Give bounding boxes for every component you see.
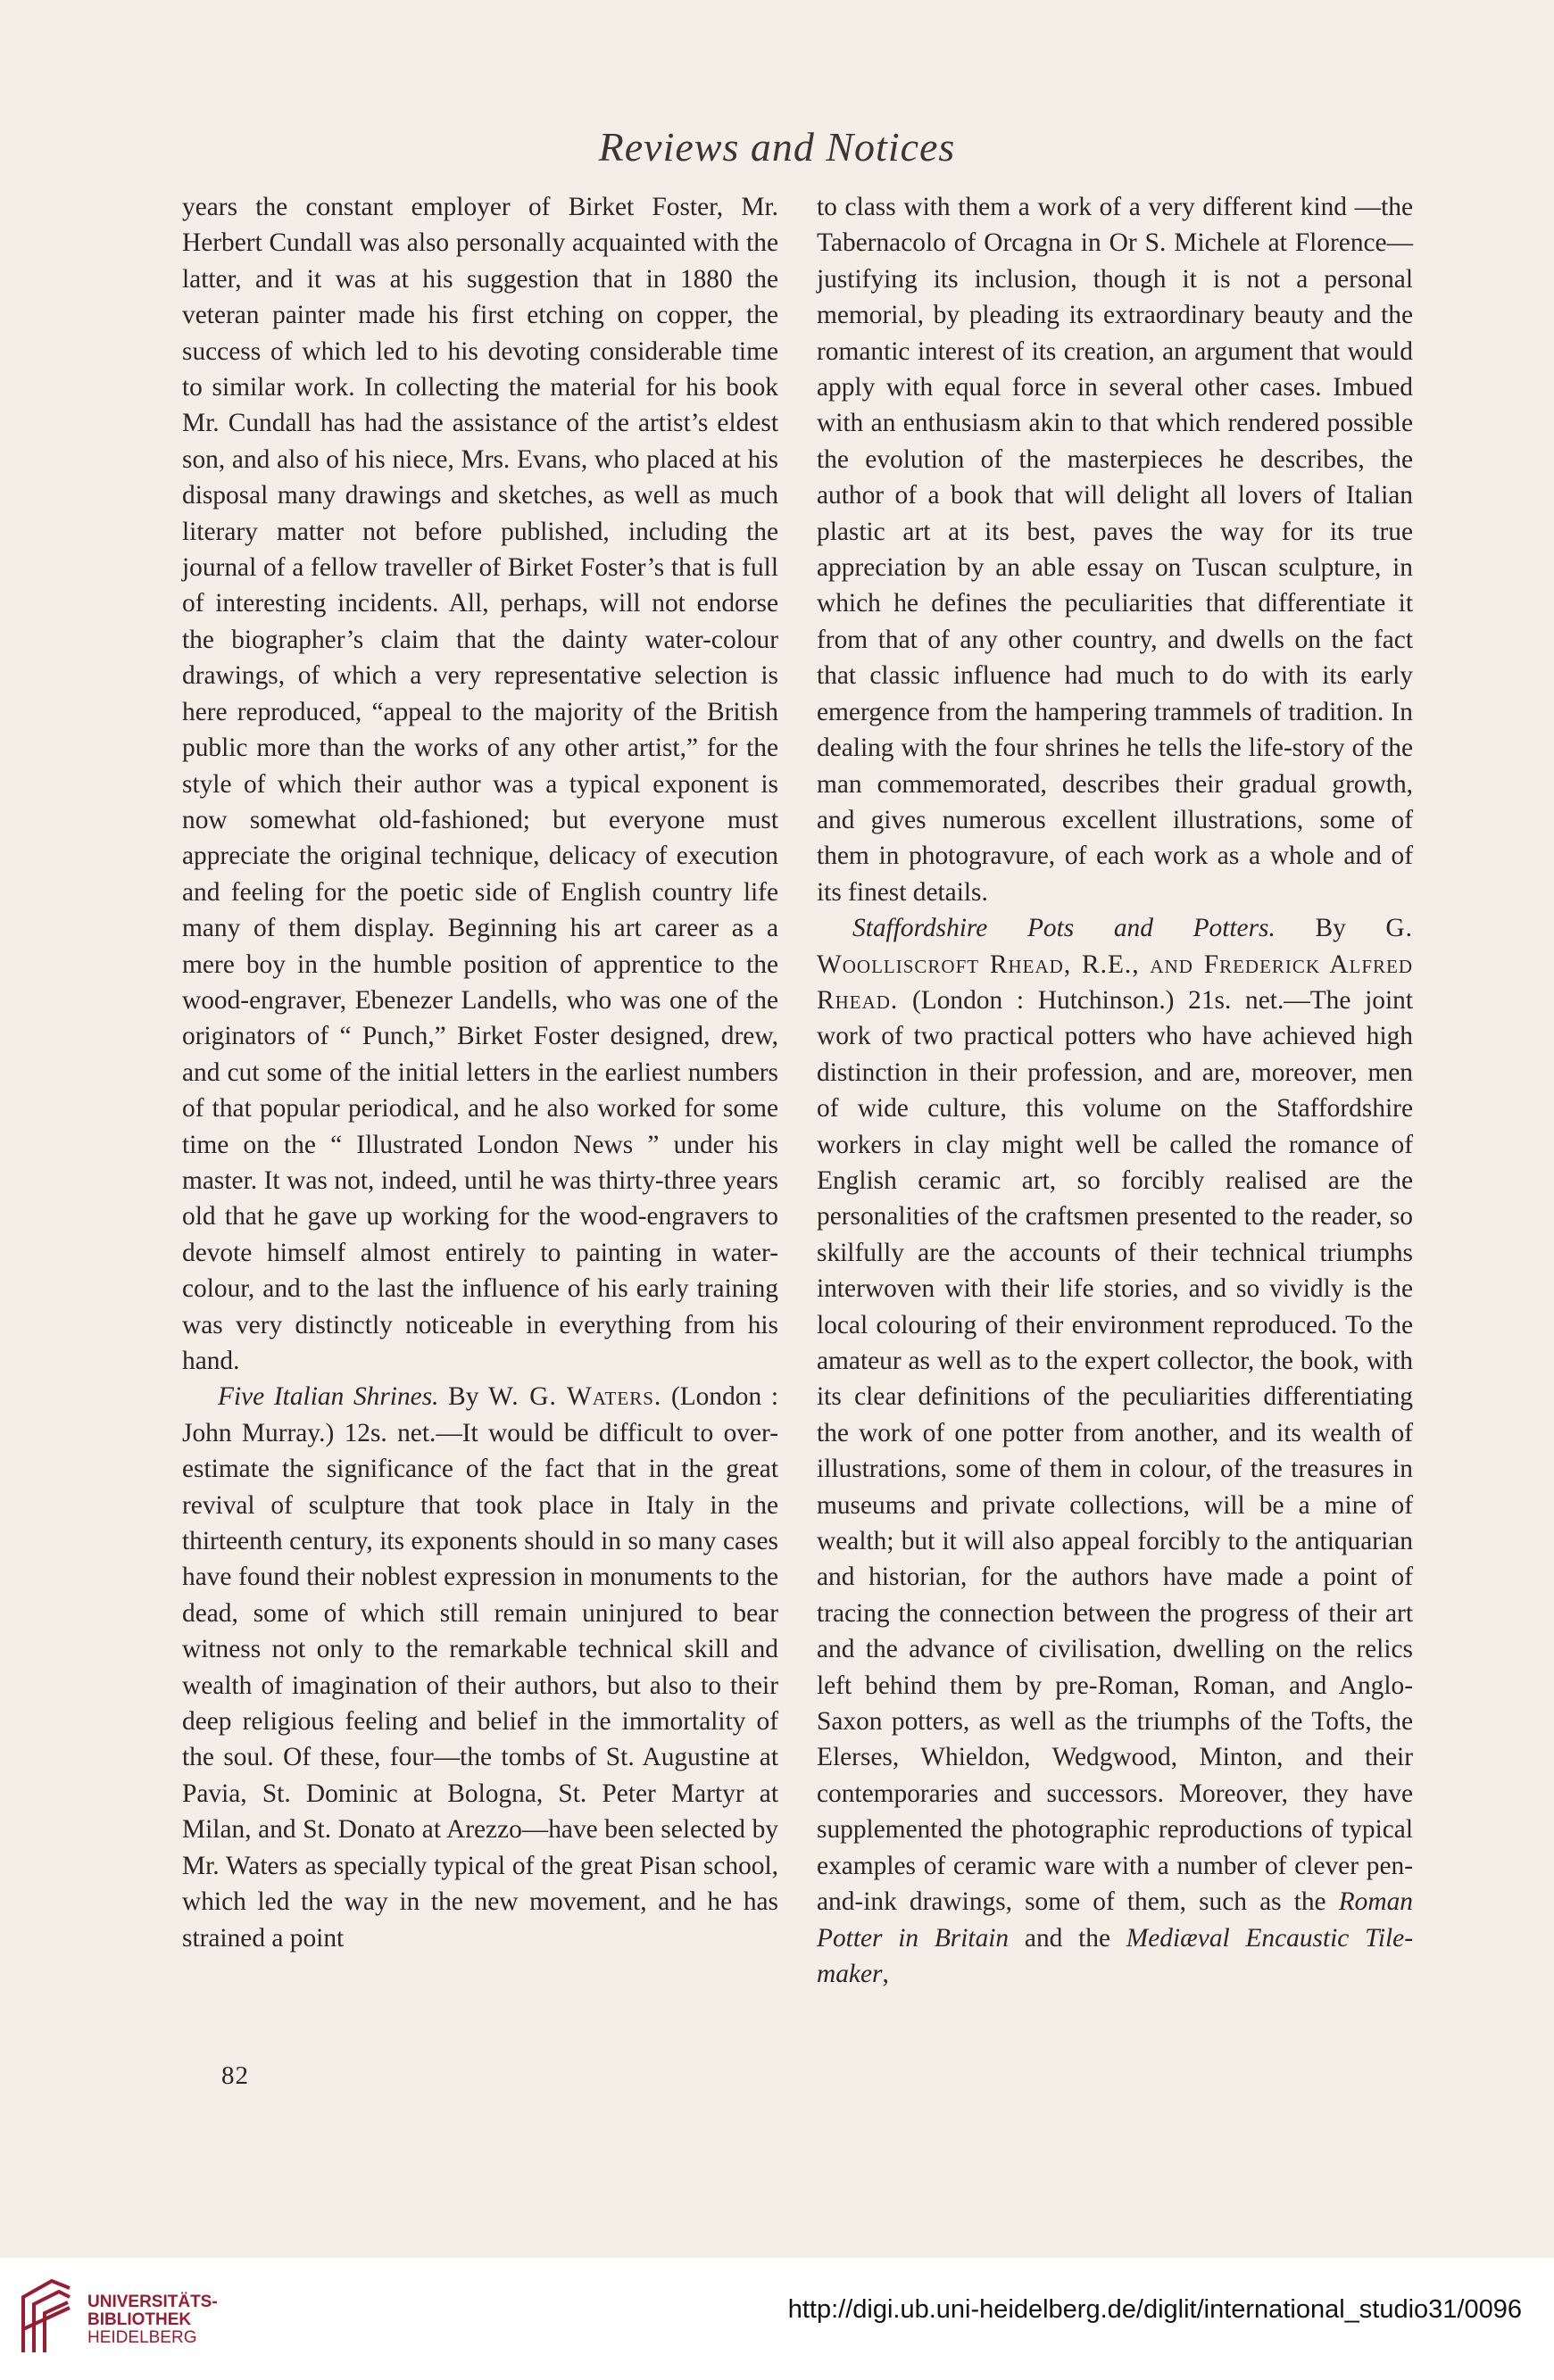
review-body: (London : John Murray.) 12s. net.—It would be difficult to over-estimate the significance of the fact that in the great revival of sculpture that took place in Italy in the thirteenth century, its exponents should in so many cases have found their noblest expression in monuments to the dead, some of which still remain uninjured to bear witness not only to the remarkable technical skill and wealth of imagination of their authors, but also to their deep religious feeling and belief in the immortality of the soul. Of these, four—the tombs of St. Augustine at Pavia, St. Dominic at Bologna, St. Peter Martyr at Milan, and St. Donato at Arezzo—have been selected by Mr. Waters as specially typical of the great Pisan school, which led the way in the new movement, and he has strained a point [182, 1382, 779, 1953]
paragraph-birket-foster-review: years the constant employer of Birket Foster, Mr. Herbert Cundall was also personally acquainted with the latter, and it was at his suggestion that in 1880 the veteran painter made his first etching on copper, the success of which led to his devoting considerable time to similar work. In collecting the material for his book Mr. Cundall has had the assistance of the artist’s eldest son, and also of his niece, Mrs. Evans, who placed at his disposal many drawings and sketches, as well as much literary matter not before published, including the journal of a fellow traveller of Birket Foster’s that is full of interesting incidents. All, perhaps, will not endorse the biographer’s claim that the dainty water-colour drawings, of which a very representative selection is here reproduced, “appeal to the majority of the British public more than the works of any other artist,” for the style of which their author was a typical exponent is now somewhat old-fashioned; but everyone must appreciate the original technique, delicacy of execution and feeling for the poetic side of English country life many of them display. Beginning his art career as a mere boy in the humble position of apprentice to the wood-engraver, Ebenezer Landells, who was one of the originators of “ Punch,” Birket Foster designed, drew, and cut some of the initial letters in the earliest numbers of that popular periodical, and he also worked for some time on the “ Illustrated London News ” under his master. It was not, indeed, until he was thirty-three years old that he gave up working for the wood-engravers to devote himself almost entirely to painting in water-colour, and to the last the influence of his early training was very distinctly noticeable in everything from his hand. [182, 193, 778, 1375]
logo-line: BIBLIOTHEK [87, 2310, 192, 2329]
running-header: Reviews and Notices [598, 124, 956, 170]
book-author: W. G. Waters. [488, 1382, 662, 1412]
source-url-link[interactable]: http://digi.ub.uni-heidelberg.de/diglit/international_studio31/0096 [787, 2295, 1522, 2324]
illustration-title: Mediæval Encaustic Tile-maker [817, 1923, 1413, 1988]
illustration-title: Roman Potter in Britain [817, 1887, 1413, 1953]
trailing-comma: , [882, 1959, 889, 1988]
book-title: Staffordshire Pots and Potters. [852, 914, 1276, 943]
paragraph-staffordshire-pots [817, 910, 1413, 1992]
library-logo-text [87, 2293, 218, 2347]
paragraph-five-italian-shrines [182, 1379, 778, 1956]
paragraph-shrines-continued: to class with them a work of a very different kind —the Tabernacolo of Orcagna in Or S. Michele at Florence—justifying its inclusion, though it is not a personal memorial, by pleading its extraordinary beauty and the romantic interest of its creation, an argument that would apply with equal force in several other cases. Imbued with an enthusiasm akin to that which rendered possible the evolution of the masterpieces he describes, the author of a book that will delight all lovers of Italian plastic art at its best, paves the way for its true appreciation by an able essay on Tuscan sculpture, in which he defines the peculiarities that differentiate it from that of any other country, and dwells on the fact that classic influence had much to do with its early emergence from the hampering trammels of tradition. In dealing with the four shrines he tells the life-story of the man commemorated, describes their gradual growth, and gives numerous excellent illustrations, some of them in photogravure, of each work as a whole and of its finest details. [817, 193, 1413, 907]
by-text: By [1275, 914, 1386, 943]
left-column [182, 189, 778, 1956]
digitization-footer [0, 2258, 1554, 2380]
book-authors: G. Woolliscroft Rhead, R.E., and Frederick Alfred Rhead. [817, 914, 1413, 1015]
right-column [817, 189, 1413, 1992]
page-number: 82 [221, 2061, 249, 2090]
book-title: Five Italian Shrines. [218, 1382, 439, 1412]
conjunction-text: and the [1009, 1923, 1126, 1953]
logo-line: UNIVERSITÄTS- [87, 2293, 218, 2311]
by-text: By [438, 1382, 489, 1412]
library-logo-icon [16, 2276, 75, 2356]
logo-line: HEIDELBERG [87, 2328, 197, 2347]
review-body: (London : Hutchinson.) 21s. net.—The joint work of two practical potters who have achieved high distinction in their profession, and are, moreover, men of wide culture, this volume on the Staffordshire workers in clay might well be called the romance of English ceramic art, so forcibly realised are the personalities of the craftsmen presented to the reader, so skilfully are the accounts of their technical triumphs interwoven with their life stories, and so vividly is the local colouring of their environment reproduced. To the amateur as well as to the expert collector, the book, with its clear definitions of the peculiarities differentiating the work of one potter from another, and its wealth of illustrations, some of them in colour, of the treasures in museums and private collections, will be a mine of wealth; but it will also appeal forcibly to the antiquarian and historian, for the authors have made a point of tracing the connection between the progress of their art and the advance of civilisation, dwelling on the relics left behind them by pre-Roman, Roman, and Anglo-Saxon potters, as well as the triumphs of the Tofts, the Elerses, Whieldon, Wedgwood, Minton, and their contemporaries and successors. Moreover, they have supplemented the photographic reproductions of typical examples of ceramic ware with a number of clever pen-and-ink drawings, some of them, such as the [817, 985, 1413, 1917]
